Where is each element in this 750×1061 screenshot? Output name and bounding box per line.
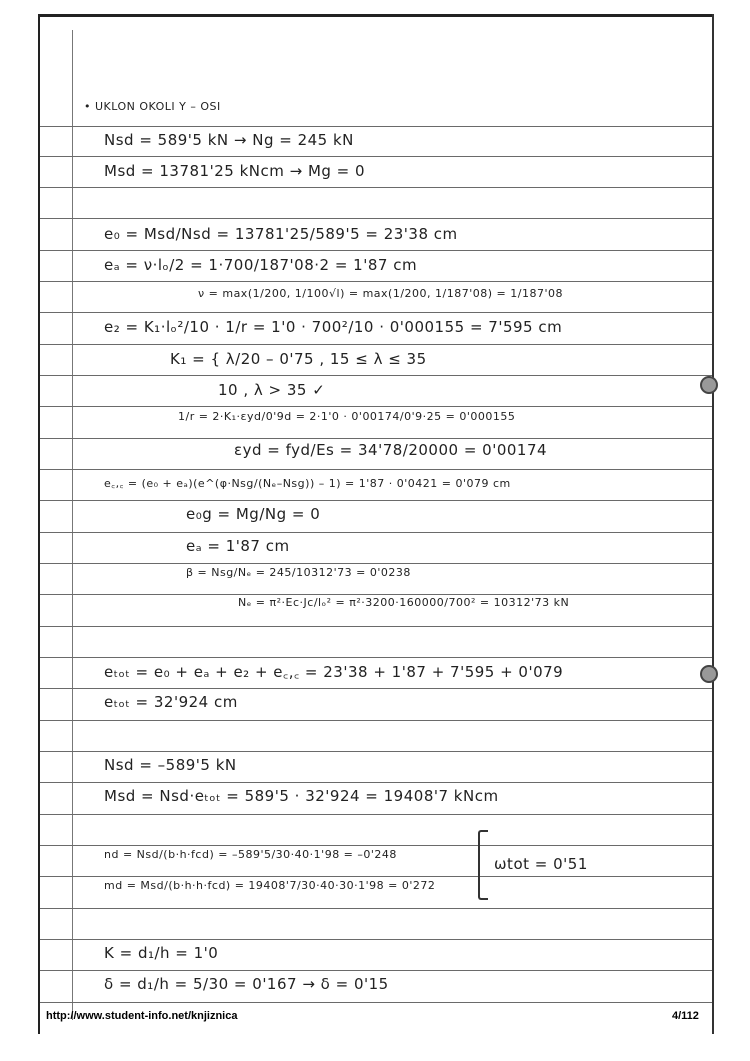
- footer-url[interactable]: http://www.student-info.net/knjiznica: [46, 1010, 238, 1022]
- handwritten-line: Msd = Nsd·eₜₒₜ = 589'5 · 32'924 = 19408'7 kNcm: [104, 787, 499, 805]
- page-right-border: [712, 14, 714, 1034]
- handwritten-line: K = d₁/h = 1'0: [104, 944, 219, 962]
- handwritten-line: eₜₒₜ = 32'924 cm: [104, 693, 238, 711]
- binder-hole: [700, 665, 718, 683]
- ruled-line: [40, 1002, 712, 1003]
- ruled-line: [40, 126, 712, 127]
- handwritten-line: Nₑ = π²·Ec·Jc/lₒ² = π²·3200·160000/700² = 10312'73 kN: [238, 596, 570, 609]
- ruled-line: [40, 375, 712, 376]
- page-left-border: [38, 14, 40, 1034]
- handwritten-line: md = Msd/(b·h·h·fcd) = 19408'7/30·40·30·1'98 = 0'272: [104, 879, 436, 892]
- margin-line: [72, 30, 73, 1020]
- handwritten-line: εyd = fyd/Es = 34'78/20000 = 0'00174: [234, 441, 548, 459]
- handwritten-line: Nsd = 589'5 kN → Ng = 245 kN: [104, 131, 354, 149]
- handwritten-line: Msd = 13781'25 kNcm → Mg = 0: [104, 162, 366, 180]
- ruled-line: [40, 469, 712, 470]
- brace: [478, 830, 488, 900]
- ruled-line: [40, 312, 712, 313]
- handwritten-line: eₜₒₜ = e₀ + eₐ + e₂ + e꜀,꜀ = 23'38 + 1'87 + 7'595 + 0'079: [104, 663, 564, 681]
- handwritten-line: ν = max(1/200, 1/100√l) = max(1/200, 1/187'08) = 1/187'08: [198, 287, 563, 300]
- ruled-line: [40, 438, 712, 439]
- handwritten-line: β = Nsg/Nₑ = 245/10312'73 = 0'0238: [186, 566, 411, 579]
- ruled-line: [40, 281, 712, 282]
- ruled-line: [40, 782, 712, 783]
- ruled-line: [40, 406, 712, 407]
- ruled-line: [40, 532, 712, 533]
- handwritten-line: e₀g = Mg/Ng = 0: [186, 505, 321, 523]
- ruled-line: [40, 657, 712, 658]
- ruled-line: [40, 250, 712, 251]
- ruled-line: [40, 594, 712, 595]
- handwritten-line: e꜀,꜀ = (e₀ + eₐ)(e^(φ·Nsg/(Nₑ–Nsg)) – 1) = 1'87 · 0'0421 = 0'079 cm: [104, 477, 511, 490]
- ruled-line: [40, 876, 712, 877]
- handwritten-line: δ = d₁/h = 5/30 = 0'167 → δ = 0'15: [104, 975, 389, 993]
- handwritten-line: • UKLON OKOLI Y – OSI: [84, 100, 221, 113]
- handwritten-line: Nsd = –589'5 kN: [104, 756, 237, 774]
- ruled-line: [40, 908, 712, 909]
- handwritten-line: e₂ = K₁·lₒ²/10 · 1/r = 1'0 · 700²/10 · 0'000155 = 7'595 cm: [104, 318, 563, 336]
- ruled-line: [40, 626, 712, 627]
- ruled-line: [40, 218, 712, 219]
- ruled-line: [40, 970, 712, 971]
- ruled-line: [40, 939, 712, 940]
- ruled-line: [40, 500, 712, 501]
- handwritten-line: 10 , λ > 35 ✓: [218, 381, 326, 399]
- handwritten-line: ωtot = 0'51: [494, 855, 588, 873]
- handwritten-line: eₐ = ν·lₒ/2 = 1·700/187'08·2 = 1'87 cm: [104, 256, 418, 274]
- handwritten-line: K₁ = { λ/20 – 0'75 , 15 ≤ λ ≤ 35: [170, 350, 427, 368]
- ruled-line: [40, 187, 712, 188]
- handwritten-line: eₐ = 1'87 cm: [186, 537, 290, 555]
- ruled-line: [40, 156, 712, 157]
- ruled-line: [40, 344, 712, 345]
- handwritten-line: nd = Nsd/(b·h·fcd) = –589'5/30·40·1'98 = –0'248: [104, 848, 397, 861]
- ruled-line: [40, 720, 712, 721]
- ruled-line: [40, 563, 712, 564]
- ruled-line: [40, 814, 712, 815]
- ruled-line: [40, 845, 712, 846]
- ruled-line: [40, 688, 712, 689]
- footer-page-number: 4/112: [672, 1010, 699, 1022]
- handwritten-line: 1/r = 2·K₁·εyd/0'9d = 2·1'0 · 0'00174/0'9·25 = 0'000155: [178, 410, 516, 423]
- page-top-border: [38, 14, 714, 17]
- binder-hole: [700, 376, 718, 394]
- ruled-line: [40, 751, 712, 752]
- handwritten-line: e₀ = Msd/Nsd = 13781'25/589'5 = 23'38 cm: [104, 225, 458, 243]
